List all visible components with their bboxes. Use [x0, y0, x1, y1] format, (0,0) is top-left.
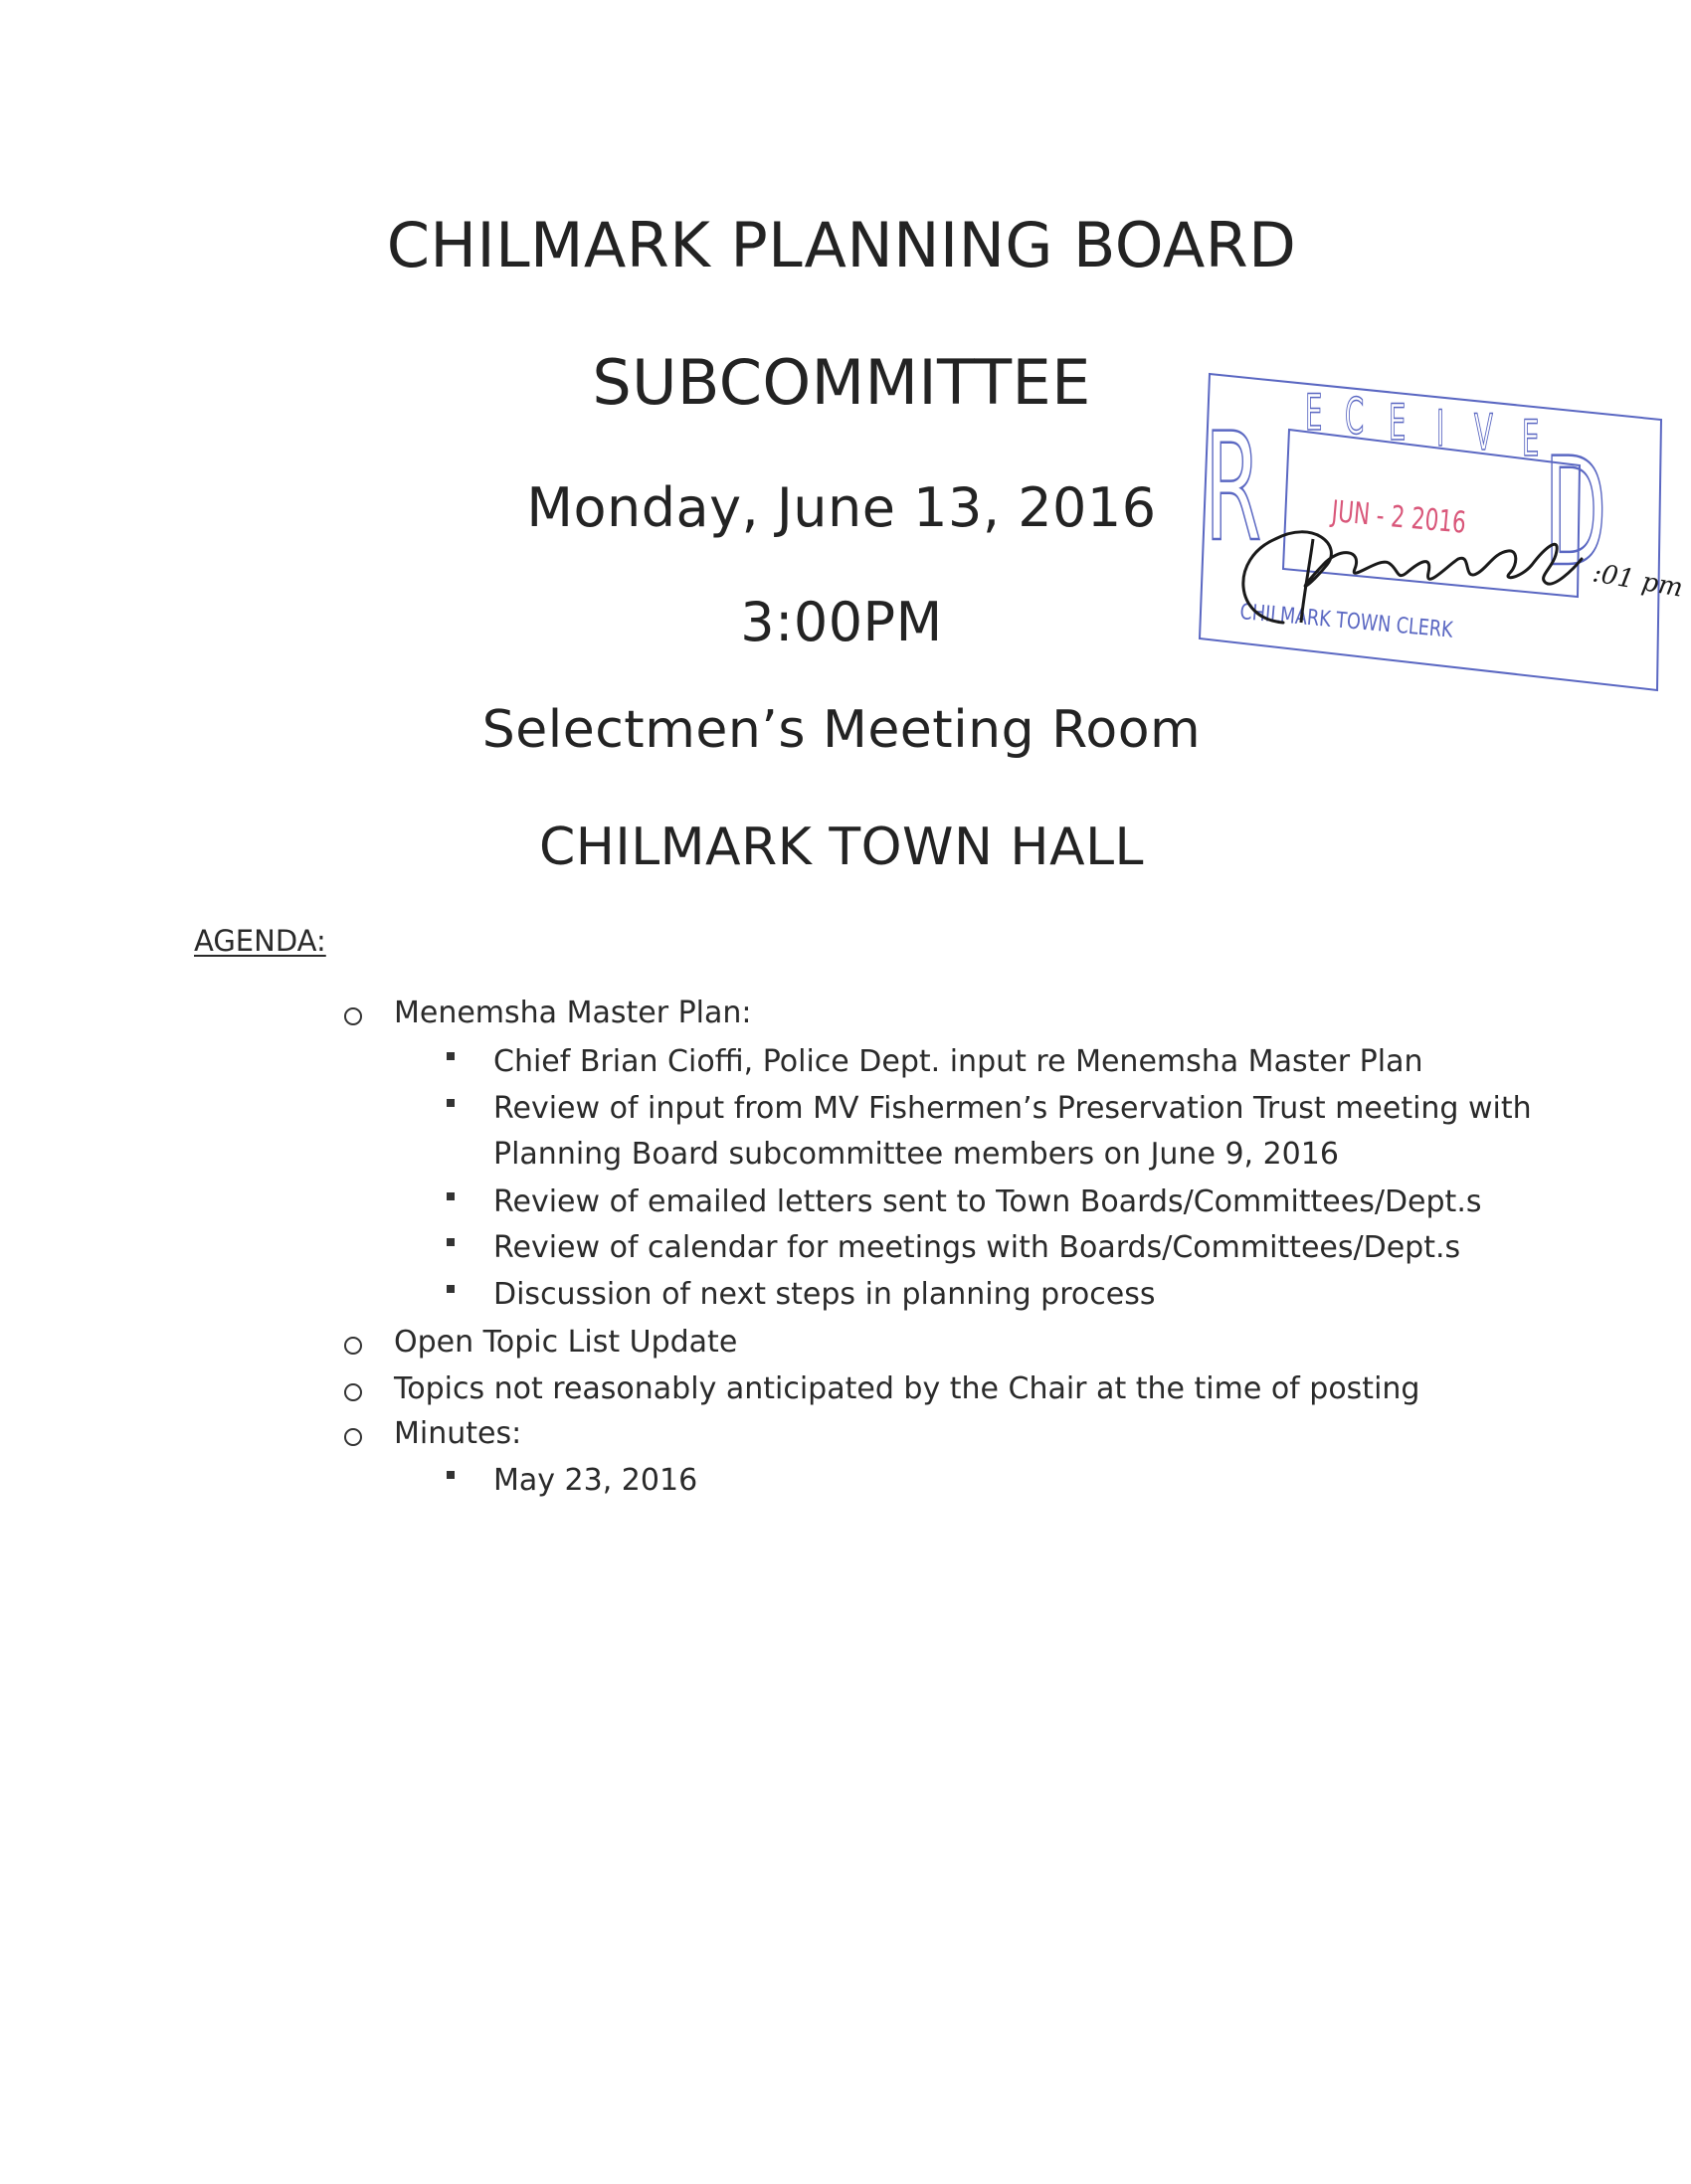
agenda-subitem-text: Chief Brian Cioffi, Police Dept. input re Menemsha Master Plan: [493, 1044, 1423, 1079]
agenda-label: AGENDA:: [194, 924, 326, 958]
square-bullet-icon: [447, 1192, 455, 1200]
stamp-letter-v: V: [1474, 404, 1493, 462]
stamp-letter-r: R: [1205, 401, 1262, 575]
circle-bullet-icon: [344, 1428, 362, 1446]
square-bullet-icon: [447, 1285, 455, 1293]
stamp-letter-e3: E: [1522, 410, 1540, 468]
agenda-item-text: Topics not reasonably anticipated by the Chair at the time of posting: [394, 1371, 1420, 1406]
agenda-subitem-text: Discussion of next steps in planning process: [493, 1277, 1156, 1312]
circle-bullet-icon: [344, 1337, 362, 1355]
agenda-subitem-text: Review of emailed letters sent to Town Boards/Committees/Dept.s: [493, 1184, 1482, 1219]
square-bullet-icon: [447, 1471, 455, 1479]
agenda-subitem-text: Planning Board subcommittee members on June 9, 2016: [493, 1137, 1339, 1172]
agenda-item-text: Minutes:: [394, 1416, 522, 1451]
agenda-item-text: Menemsha Master Plan:: [394, 996, 752, 1030]
stamp-letter-i: I: [1436, 400, 1445, 458]
square-bullet-icon: [447, 1099, 455, 1107]
stamp-letter-d: D: [1544, 426, 1607, 600]
meeting-room: Selectmen’s Meeting Room: [481, 700, 1202, 760]
title-board: CHILMARK PLANNING BOARD: [386, 209, 1297, 281]
agenda-item-text: Open Topic List Update: [394, 1325, 738, 1360]
title-subcommittee: SUBCOMMITTEE: [592, 346, 1091, 419]
agenda-subitem-text: Review of input from MV Fishermen’s Preservation Trust meeting with: [493, 1091, 1532, 1126]
square-bullet-icon: [447, 1052, 455, 1060]
agenda-subitem-text: Review of calendar for meetings with Boards/Committees/Dept.s: [493, 1230, 1461, 1265]
received-stamp: [1194, 370, 1686, 688]
stamp-letter-e1: E: [1305, 384, 1323, 443]
meeting-date: Monday, June 13, 2016: [526, 476, 1157, 539]
circle-bullet-icon: [344, 1007, 362, 1025]
stamp-letter-c: C: [1345, 388, 1365, 447]
circle-bullet-icon: [344, 1383, 362, 1401]
stamp-letter-e2: E: [1389, 394, 1407, 453]
agenda-subitem-text: May 23, 2016: [493, 1463, 698, 1498]
stamp-clerk: CHILMARK TOWN CLERK: [1238, 599, 1454, 643]
signature-time-note: :01 pm: [1590, 558, 1686, 604]
meeting-location: CHILMARK TOWN HALL: [538, 818, 1145, 877]
square-bullet-icon: [447, 1238, 455, 1246]
stamp-date: JUN - 2 2016: [1330, 494, 1468, 541]
meeting-time: 3:00PM: [740, 591, 943, 653]
